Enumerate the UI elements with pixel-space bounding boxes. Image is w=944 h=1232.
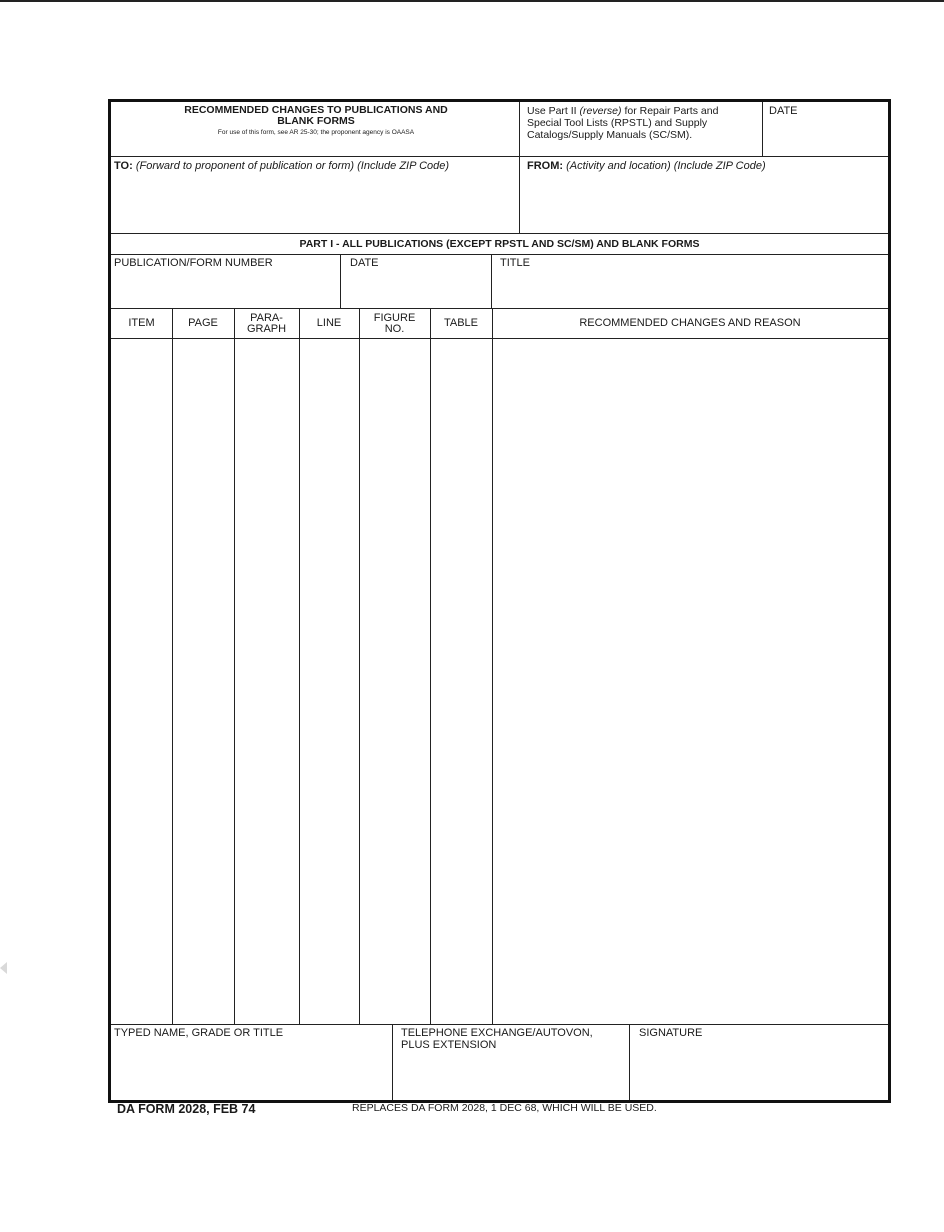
col-divider-3 (299, 308, 300, 1024)
col-page (172, 309, 234, 338)
from-label-text: FROM: (527, 160, 564, 172)
use-part-ii-line3: Catalogs/Supply Manuals (SC/SM). (527, 129, 693, 141)
title-label: TITLE (500, 257, 530, 269)
use-part-ii-line2: Special Tool Lists (RPSTL) and Supply (527, 117, 708, 129)
item-column-field[interactable] (113, 340, 171, 1022)
line-column-field[interactable] (301, 340, 358, 1022)
figure-column-field[interactable] (361, 340, 429, 1022)
use-part-ii-note (527, 105, 718, 117)
top-rule (0, 0, 944, 2)
paragraph-column-field[interactable] (236, 340, 298, 1022)
pub-divider-2 (491, 254, 492, 308)
reverse-text: (reverse) (579, 105, 622, 117)
to-label-text: TO: (114, 160, 133, 172)
da-form-2028 (108, 99, 891, 1103)
repair-parts-text: for Repair Parts and (621, 105, 719, 117)
col-divider-5 (430, 308, 431, 1024)
date-divider (762, 102, 763, 156)
col-figure-label-2: NO. (384, 322, 405, 335)
col-figure-label-1: FIGURE (373, 311, 416, 324)
pub-date-field[interactable] (342, 271, 489, 307)
from-note: (Activity and location) (Include ZIP Code) (566, 160, 766, 172)
proponent-note: For use of this form, see AR 25-30; the proponent agency is OAASA (217, 129, 415, 136)
body-bottom-line (111, 1024, 888, 1025)
pub-date-label: DATE (350, 257, 379, 269)
col-paragraph-label-1: PARA- (250, 311, 283, 324)
col-line (299, 309, 359, 338)
address-bottom-line (111, 233, 888, 234)
telephone-field[interactable] (395, 1054, 628, 1098)
title-field[interactable] (493, 271, 886, 307)
col-table-label: TABLE (443, 317, 479, 329)
col-table (430, 309, 492, 338)
col-divider-1 (172, 308, 173, 1024)
to-note: (Forward to proponent of publication or form) (Include ZIP Code) (135, 160, 450, 172)
date-field[interactable] (764, 118, 886, 155)
pub-number-field[interactable] (113, 271, 338, 307)
page-column-field[interactable] (174, 340, 233, 1022)
form-id: DA FORM 2028, FEB 74 (117, 1102, 256, 1116)
date-label: DATE (769, 105, 798, 117)
typed-name-label: TYPED NAME, GRADE OR TITLE (114, 1027, 284, 1039)
col-divider-2 (234, 308, 235, 1024)
replaces-note: REPLACES DA FORM 2028, 1 DEC 68, WHICH WILL BE USED. (352, 1102, 657, 1114)
col-line-label: LINE (316, 317, 342, 329)
col-divider-4 (359, 308, 360, 1024)
col-changes (492, 309, 888, 338)
signature-field[interactable] (632, 1042, 886, 1098)
pub-divider-1 (340, 254, 341, 308)
header-divider (519, 102, 520, 233)
col-divider-6 (492, 308, 493, 1024)
part1-heading: PART I - ALL PUBLICATIONS (EXCEPT RPSTL AND SC/SM) AND BLANK FORMS (299, 238, 700, 250)
telephone-label-1: TELEPHONE EXCHANGE/AUTOVON, (401, 1027, 593, 1039)
from-label (527, 160, 766, 172)
pub-number-label: PUBLICATION/FORM NUMBER (114, 257, 273, 269)
table-column-field[interactable] (432, 340, 491, 1022)
changes-column-field[interactable] (494, 340, 886, 1022)
typed-name-field[interactable] (113, 1042, 389, 1098)
signature-label: SIGNATURE (639, 1027, 703, 1039)
col-paragraph (234, 309, 299, 338)
col-changes-label: RECOMMENDED CHANGES AND REASON (579, 317, 801, 329)
bottom-divider-2 (629, 1024, 630, 1100)
to-field[interactable] (113, 174, 517, 232)
telephone-label-2: PLUS EXTENSION (401, 1039, 497, 1051)
to-label (114, 160, 449, 172)
col-item-label: ITEM (128, 317, 155, 329)
scroll-left-arrow-icon[interactable] (0, 962, 7, 974)
col-paragraph-label-2: GRAPH (246, 322, 287, 335)
header-bottom-line (111, 156, 888, 157)
form-title-line2: BLANK FORMS (277, 115, 355, 127)
from-field[interactable] (521, 174, 885, 232)
form-title-line1: RECOMMENDED CHANGES TO PUBLICATIONS AND (184, 104, 448, 116)
use-part-ii-text: Use Part II (527, 105, 580, 117)
col-item (111, 309, 172, 338)
part1-heading-line (111, 254, 888, 255)
col-figure (359, 309, 430, 338)
bottom-divider-1 (392, 1024, 393, 1100)
colhead-bottom-line (111, 338, 888, 339)
col-page-label: PAGE (188, 317, 218, 329)
